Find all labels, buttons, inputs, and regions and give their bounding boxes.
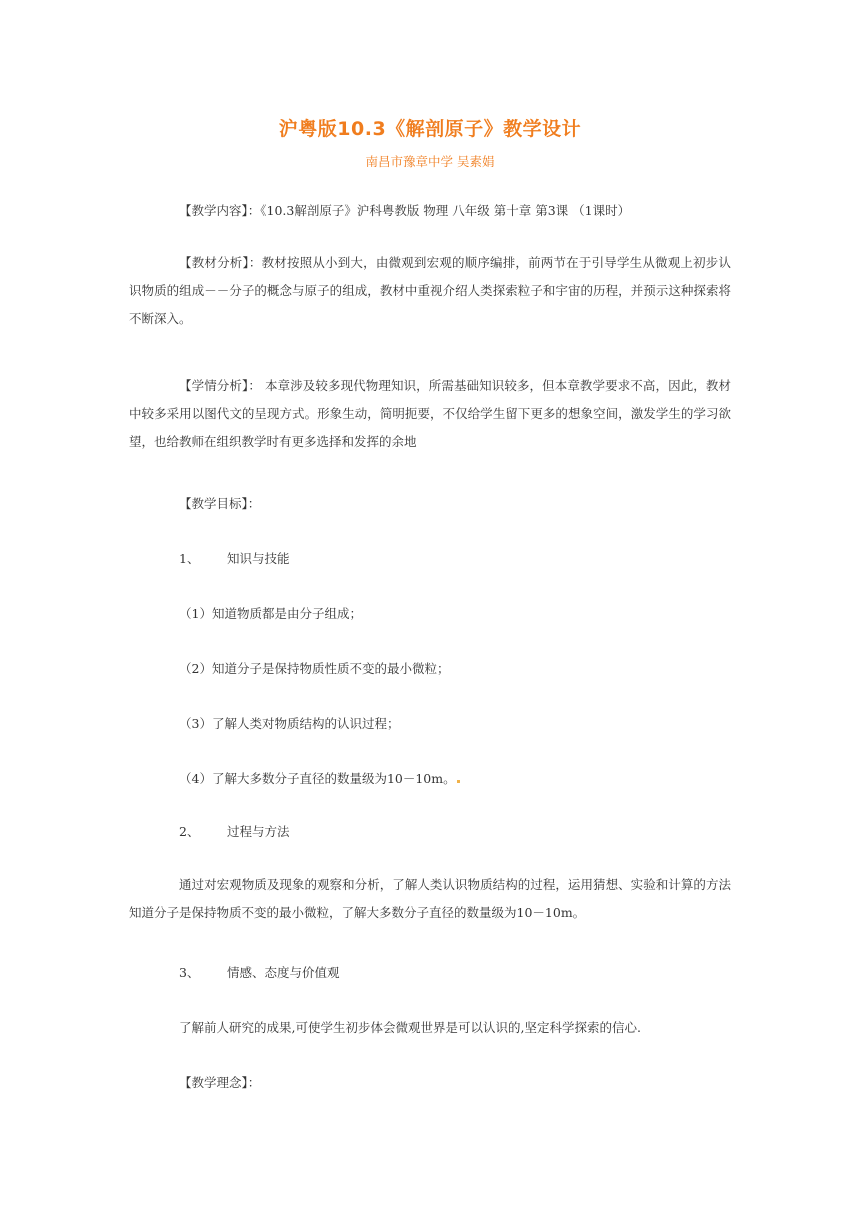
section-2-heading	[179, 822, 290, 842]
goal-item-3: （3）了解人类对物质结构的认识过程；	[179, 716, 400, 731]
student-analysis: 【学情分析】： 本章涉及较多现代物理知识，所需基础知识较多，但本章教学要求不高，因此，教材中较多采用以图代文的呈现方式。形象生动，简明扼要，不仅给学生留下更多的想象空间，激发学生的学习欲望，也给教师在组织教学时有更多选择和发挥的余地	[129, 378, 731, 449]
attitude-paragraph: 了解前人研究的成果,可使学生初步体会微观世界是可以认识的,坚定科学探索的信心.	[179, 1020, 641, 1035]
section-3-heading	[179, 963, 340, 983]
section-1-heading	[179, 549, 290, 569]
material-analysis: 【教材分析】：教材按照从小到大，由微观到宏观的顺序编排，前两节在于引导学生从微观上初步认识物质的组成－－分子的概念与原子的组成，教材中重视介绍人类探索粒子和宇宙的历程，并预示这种探索将不断深入。	[129, 255, 731, 326]
concept-heading: 【教学理念】：	[179, 1075, 261, 1090]
marker-dot	[457, 780, 460, 783]
process-paragraph: 通过对宏观物质及现象的观察和分析，了解人类认识物质结构的过程，运用猜想、实验和计算的方法知道分子是保持物质不变的最小微粒，了解大多数分子直径的数量级为10－10m。	[129, 877, 731, 920]
section-3-number: 3、	[179, 965, 200, 980]
goal-item-4: （4）了解大多数分子直径的数量级为10－10m。	[179, 771, 456, 786]
goal-item-1: （1）知道物质都是由分子组成；	[179, 606, 362, 621]
section-2-title: 过程与方法	[227, 824, 290, 839]
section-2-number: 2、	[179, 824, 200, 839]
section-3-title: 情感、态度与价值观	[227, 965, 340, 980]
document-author: 南昌市豫章中学 吴素娟	[365, 154, 495, 169]
section-1-title: 知识与技能	[227, 551, 290, 566]
content-line: 【教学内容】：《10.3解剖原子》沪科粤教版 物理 八年级 第十章 第3课 （1课时）	[179, 203, 631, 218]
goal-item-4-row	[179, 769, 461, 789]
goals-heading: 【教学目标】：	[179, 496, 261, 511]
document-title: 沪粤版10.3《解剖原子》教学设计	[278, 118, 582, 140]
goal-item-2: （2）知道分子是保持物质性质不变的最小微粒；	[179, 661, 450, 676]
section-1-number: 1、	[179, 551, 200, 566]
